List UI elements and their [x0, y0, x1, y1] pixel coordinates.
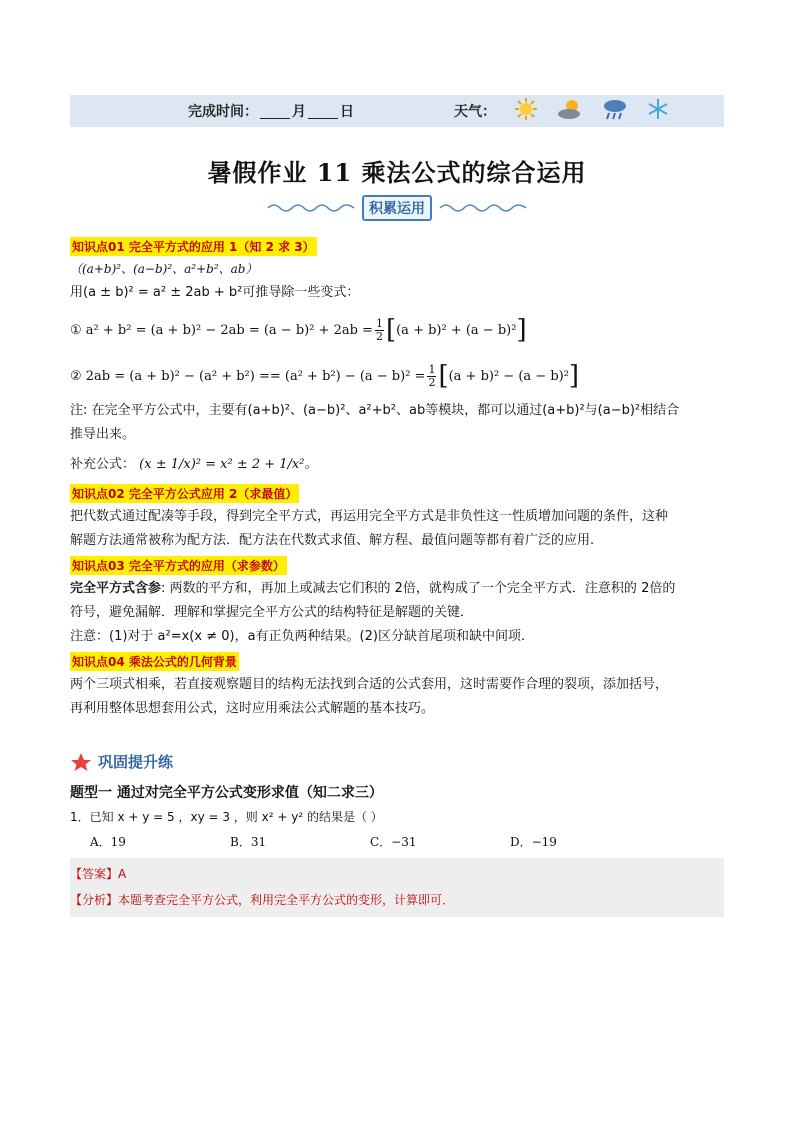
question-type-1: 题型一 通过对完全平方公式变形求值（知二求三）	[70, 785, 383, 801]
kp4-line2: 再利用整体思想套用公式，这时应用乘法公式解题的基本技巧。	[70, 701, 435, 716]
header-band	[70, 95, 724, 127]
partly-cloudy-icon	[556, 97, 584, 125]
kp2-label: 知识点02 完全平方公式应用 2（求最值）	[70, 484, 299, 503]
frac-half: $\frac{1}{2}$	[428, 362, 436, 389]
kp1-formula-1: ① a² + b² = (a + b)² − 2ab = (a − b)² + 2ab = $\frac{1}{2}$ [ (a + b)² + (a − b)² ]	[70, 315, 527, 345]
q1-options	[90, 833, 724, 850]
q1-stem: 1．已知 x + y = 5 ，xy = 3 ，则 x² + y² 的结果是（ ）	[70, 810, 383, 824]
kp1-note-line2: 推导出来。	[70, 427, 136, 442]
day-label: 日	[340, 104, 354, 120]
kp3-label: 知识点03 完全平方式的应用（求参数）	[70, 556, 287, 575]
kp1-note-line1: 注: 在完全平方公式中，主要有(a+b)²、(a−b)²、a²+b²、ab等模块，都可以通过(a+b)²与(a−b)²相结合	[70, 403, 680, 418]
frac-half: $\frac{1}{2}$	[375, 316, 383, 343]
snowflake-icon	[646, 97, 670, 125]
rain-icon	[602, 97, 628, 125]
completion-time	[188, 101, 354, 121]
section2-title: 巩固提升练	[98, 753, 174, 771]
section-banner	[70, 194, 724, 222]
q1-analysis: 【分析】本题考查完全平方公式，利用完全平方公式的变形，计算即可．	[70, 893, 455, 907]
kp4-section	[70, 651, 724, 721]
day-blank	[308, 104, 338, 119]
kp1-terms: （(a+b)²、(a−b)²、a²+b²、ab）	[70, 262, 258, 276]
q1-option-c[interactable]: C．−31	[370, 835, 417, 849]
kp2-line1: 把代数式通过配凑等手段，得到完全平方式，再运用完全平方式是非负性这一性质增加问题的条件，这种	[70, 509, 669, 524]
kp4-line1: 两个三项式相乘，若直接观察题目的结构无法找到合适的公式套用，这时需要作合理的裂项，添加括号，	[70, 677, 669, 692]
time-label: 完成时间：	[188, 104, 258, 120]
q1-option-b[interactable]: B．31	[230, 835, 267, 849]
sun-icon	[514, 97, 538, 125]
q1-answer: 【答案】A	[70, 867, 127, 881]
kp1-section	[70, 236, 724, 477]
kp3-line3: 注意：(1)对于 a²=x(x ≠ 0)，a有正负两种结果。(2)区分缺首尾项和缺中间项.	[70, 629, 526, 644]
star-icon	[70, 752, 92, 772]
banner-wave-left	[266, 201, 356, 215]
kp2-line2: 解题方法通常被称为配方法．配方法在代数式求值、解方程、最值问题等都有着广泛的应用.	[70, 533, 595, 548]
kp3-section	[70, 555, 724, 649]
weather	[454, 97, 670, 125]
q1-option-a[interactable]: A．19	[90, 835, 126, 849]
kp3-line2: 符号，避免漏解．理解和掌握完全平方公式的结构特征是解题的关键．	[70, 605, 474, 620]
kp1-supplement: 补充公式： (x ± 1/x)² = x² ± 2 + 1/x²。	[70, 457, 318, 472]
kp4-label: 知识点04 乘法公式的几何背景	[70, 652, 239, 671]
page	[70, 95, 724, 917]
kp1-label: 知识点01 完全平方式的应用 1（知 2 求 3）	[70, 237, 317, 256]
supplement-formula: (x ± 1/x)² = x² ± 2 + 1/x²。	[139, 457, 318, 472]
kp1-intro: 用(a ± b)² = a² ± 2ab + b²可推导除一些变式：	[70, 285, 360, 300]
banner-label: 积累运用	[362, 195, 432, 221]
section2-header	[70, 751, 724, 772]
kp1-formula-2: ② 2ab = (a + b)² − (a² + b²) == (a² + b²) − (a − b)² = $\frac{1}{2}$ [ (a + b)² − (a − b)² ]	[70, 361, 580, 391]
month-blank	[260, 104, 290, 119]
kp3-line1: 完全平方式含参: 两数的平方和，再加上或减去它们积的 2倍，就构成了一个完全平方式．注意积的 2倍的	[70, 581, 676, 596]
banner-wave-right	[438, 201, 528, 215]
kp2-section	[70, 483, 724, 553]
q1-option-d[interactable]: D．−19	[510, 835, 557, 849]
weather-label: 天气：	[454, 104, 496, 120]
month-label: 月	[292, 104, 306, 120]
q1-answer-box	[70, 858, 724, 917]
page-title: 暑假作业 11 乘法公式的综合运用	[207, 158, 587, 187]
